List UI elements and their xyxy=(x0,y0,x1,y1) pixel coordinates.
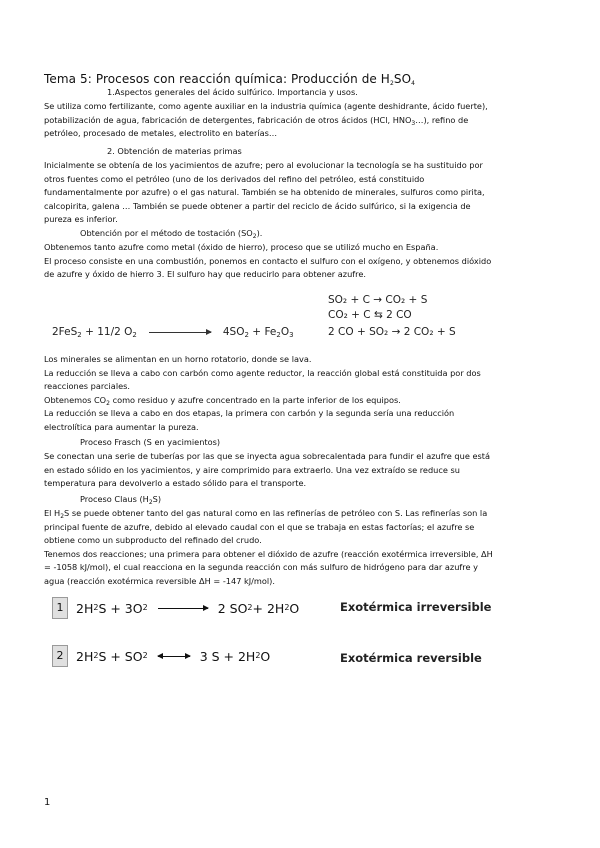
section-2-heading: 2. Obtención de materias primas xyxy=(107,146,242,156)
reaction-arrow-icon xyxy=(158,608,208,609)
equilibrium-arrow-icon xyxy=(158,656,190,657)
reaction-1-label: Exotérmica irreversible xyxy=(340,600,492,614)
claus-body: El $H_2S$ se puede obtener tanto del gas natural como en las refinerías de petróleo con S. Las refinerías son la principal fuente de azufre, debido al elevado caudal con el que se trabaja en estas factorías; el azufre se obtiene como un subproducto del refinado del crudo. Tenemos dos reacciones; una primera para obtener el dióxido de azufre (reacción exotérmica irreversible, ΔH = -1058 kJ/mol), el cual reacciona en la segunda reacción con más sulfuro de hidrógeno para dar azufre y agua (reacción exotérmica reversible ΔH = -147 kJ/mol). xyxy=(44,508,493,586)
reaction-number: 1 xyxy=(52,597,68,619)
section-2-body: Inicialmente se obtenía de los yacimientos de azufre; pero al evolucionar la tecnología se ha sustituido por otros fuentes como el petróleo (uno de los derivados del refino del petróleo, está constituido fundamentalmente por azufre) o el gas natural. También se ha obtenido de minerales, sulfuros como pirita, calcopirita, galena … También se puede obtener a partir del reciclo de ácido sulfúrico, si la exigencia de pureza es inferior. xyxy=(44,160,485,225)
frasch-body: Se conectan una serie de tuberías por las que se inyecta agua sobrecalentada para fundir el azufre que está en estado sólido en los yacimientos, y aire comprimido para extraerlo. Una vez extraído se reduce su temperatura para devolverlo a estado sólido para el transporte. xyxy=(44,451,490,489)
tostacion-body: Obtenemos tanto azufre como metal (óxido de hierro), proceso que se utilizó mucho en España. El proceso consiste en una combustión, ponemos en contacto el sulfuro con el oxígeno, y obtenemos dióxido de azufre y óxido de hierro 3. El sulfuro hay que reducirlo para obtener azufre. xyxy=(44,242,492,280)
section-1-heading: 1.Aspectos generales del ácido sulfúrico. Importancia y usos. xyxy=(107,87,358,97)
equation-tostacion: 2FeS$_2$ + 11/2 $O_2$ $4SO_2 + Fe_2O_3$ xyxy=(52,326,294,339)
reduction-body: Los minerales se alimentan en un horno rotatorio, donde se lava. La reducción se lleva a cabo con carbón como agente reductor, la reacción global está constituida por dos reacciones parciales. Obtenemos $CO_2$ como residuo y azufre concentrado en la parte inferior de los equipos. La reducción se lleva a cabo en dos etapas, la primera con carbón y la segunda sería una reducción electrolítica para aumentar la pureza. xyxy=(44,354,481,432)
page-title: Tema 5: Procesos con reacción química: Producción de $H_2SO_4$ xyxy=(44,72,416,87)
reaction-number: 2 xyxy=(52,645,68,667)
reaction-arrow-icon xyxy=(149,332,211,333)
reaction-1: 1 2H 2 S + 3O 2 2 SO 2 + 2H 2 O xyxy=(52,597,299,619)
tostacion-heading: Obtención por el método de tostación $(SO_2)$. xyxy=(80,228,263,240)
section-1-body: Se utiliza como fertilizante, como agente auxiliar en la industria química (agente deshidrante, ácido fuerte), potabilización de agua, fabricación de detergentes, fabricación de otros ácidos (HCl, $HNO_3\dots$), refino de petróleo, procesado de metales, electrolito en baterías… xyxy=(44,101,488,139)
reaction-2: 2 2H 2 S + SO 2 3 S + 2H 2 O xyxy=(52,645,270,667)
frasch-heading: Proceso Frasch (S en yacimientos) xyxy=(80,437,221,447)
equation-co2-c: CO₂ + C ⇆ 2 CO xyxy=(328,309,412,321)
reaction-2-label: Exotérmica reversible xyxy=(340,651,482,665)
equation-co-so2: 2 CO + SO₂ → 2 CO₂ + S xyxy=(328,326,456,338)
page-number: 1 xyxy=(44,797,51,808)
equation-so2-c: SO₂ + C → CO₂ + S xyxy=(328,294,428,306)
claus-heading: Proceso Claus $(H_2S)$ xyxy=(80,494,162,506)
